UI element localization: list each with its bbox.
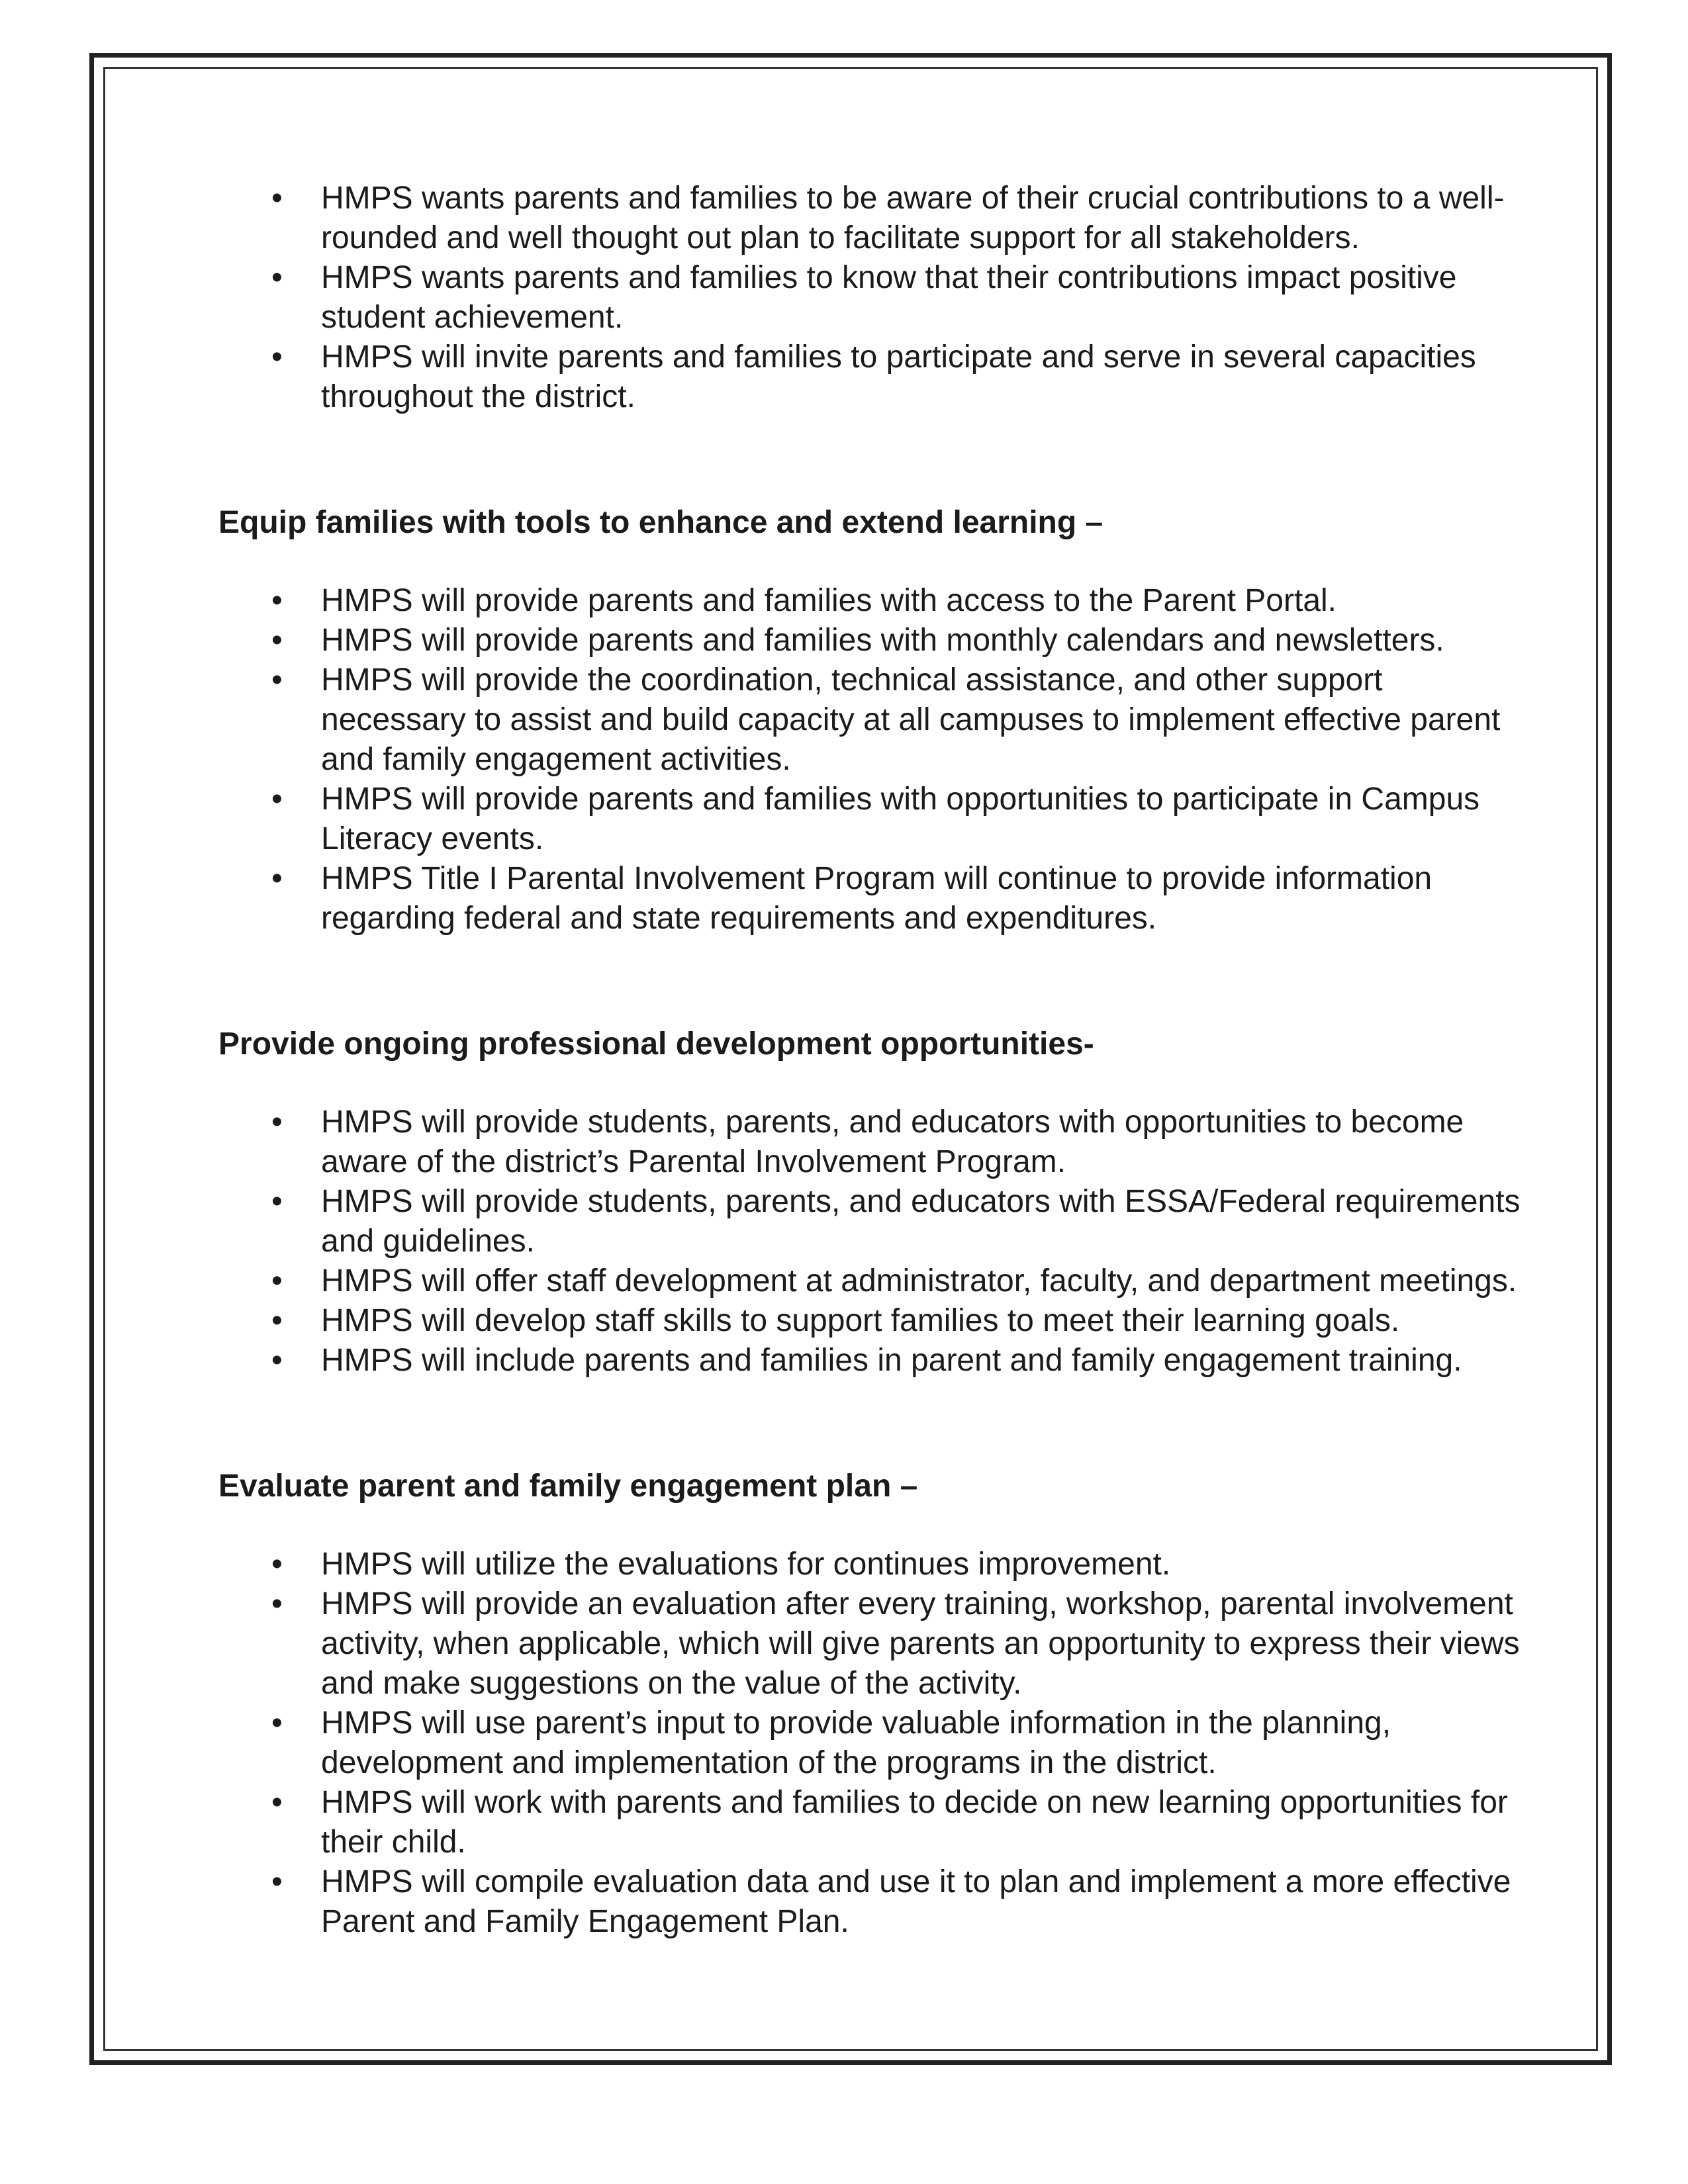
list-item: • HMPS Title I Parental Involvement Program will continue to provide information regarding federal and state requirements and expenditures. — [218, 859, 1529, 938]
list-item: • HMPS will compile evaluation data and use it to plan and implement a more effective Parent and Family Engagement Plan. — [218, 1862, 1529, 1942]
list-item: • HMPS will use parent’s input to provide valuable information in the planning, development and implementation of the programs in the district. — [218, 1704, 1529, 1783]
list-item: • HMPS will work with parents and families to decide on new learning opportunities for their child. — [218, 1783, 1529, 1862]
list-item: • HMPS wants parents and families to be aware of their crucial contributions to a well-rounded and well thought out plan to facilitate support for all stakeholders. — [218, 179, 1529, 258]
section-list — [218, 581, 1529, 938]
section-heading: Provide ongoing professional development opportunities- — [218, 1026, 1094, 1062]
section-heading: Equip families with tools to enhance and extend learning – — [218, 505, 1103, 540]
section-professional-development — [218, 1024, 1529, 1381]
list-item: • HMPS will provide students, parents, and educators with ESSA/Federal requirements and guidelines. — [218, 1182, 1529, 1261]
list-item: • HMPS will offer staff development at administrator, faculty, and department meetings. — [218, 1261, 1529, 1301]
section-list — [218, 1103, 1529, 1381]
list-item: • HMPS will provide parents and families with access to the Parent Portal. — [218, 581, 1529, 621]
list-item: • HMPS will provide parents and families with opportunities to participate in Campus Literacy events. — [218, 780, 1529, 859]
document-body — [218, 179, 1529, 1942]
section-evaluate-plan — [218, 1467, 1529, 1942]
list-item: • HMPS will develop staff skills to support families to meet their learning goals. — [218, 1301, 1529, 1341]
section-list — [218, 1545, 1529, 1942]
list-item: • HMPS will utilize the evaluations for continues improvement. — [218, 1545, 1529, 1584]
list-item: • HMPS will include parents and families in parent and family engagement training. — [218, 1341, 1529, 1381]
list-item: • HMPS will provide an evaluation after every training, workshop, parental involvement activity, when applicable, which will give parents an opportunity to express their views and make suggestions on the value of the activity. — [218, 1584, 1529, 1704]
section-heading: Evaluate parent and family engagement plan – — [218, 1469, 918, 1504]
section-equip-families — [218, 503, 1529, 938]
list-item: • HMPS will provide parents and families with monthly calendars and newsletters. — [218, 621, 1529, 660]
list-item: • HMPS will invite parents and families to participate and serve in several capacities throughout the district. — [218, 338, 1529, 417]
list-item: • HMPS wants parents and families to know that their contributions impact positive student achievement. — [218, 258, 1529, 338]
intro-list — [218, 179, 1529, 417]
list-item: • HMPS will provide students, parents, and educators with opportunities to become aware of the district’s Parental Involvement Program. — [218, 1103, 1529, 1182]
list-item: • HMPS will provide the coordination, technical assistance, and other support necessary to assist and build capacity at all campuses to implement effective parent and family engagement activities. — [218, 660, 1529, 780]
